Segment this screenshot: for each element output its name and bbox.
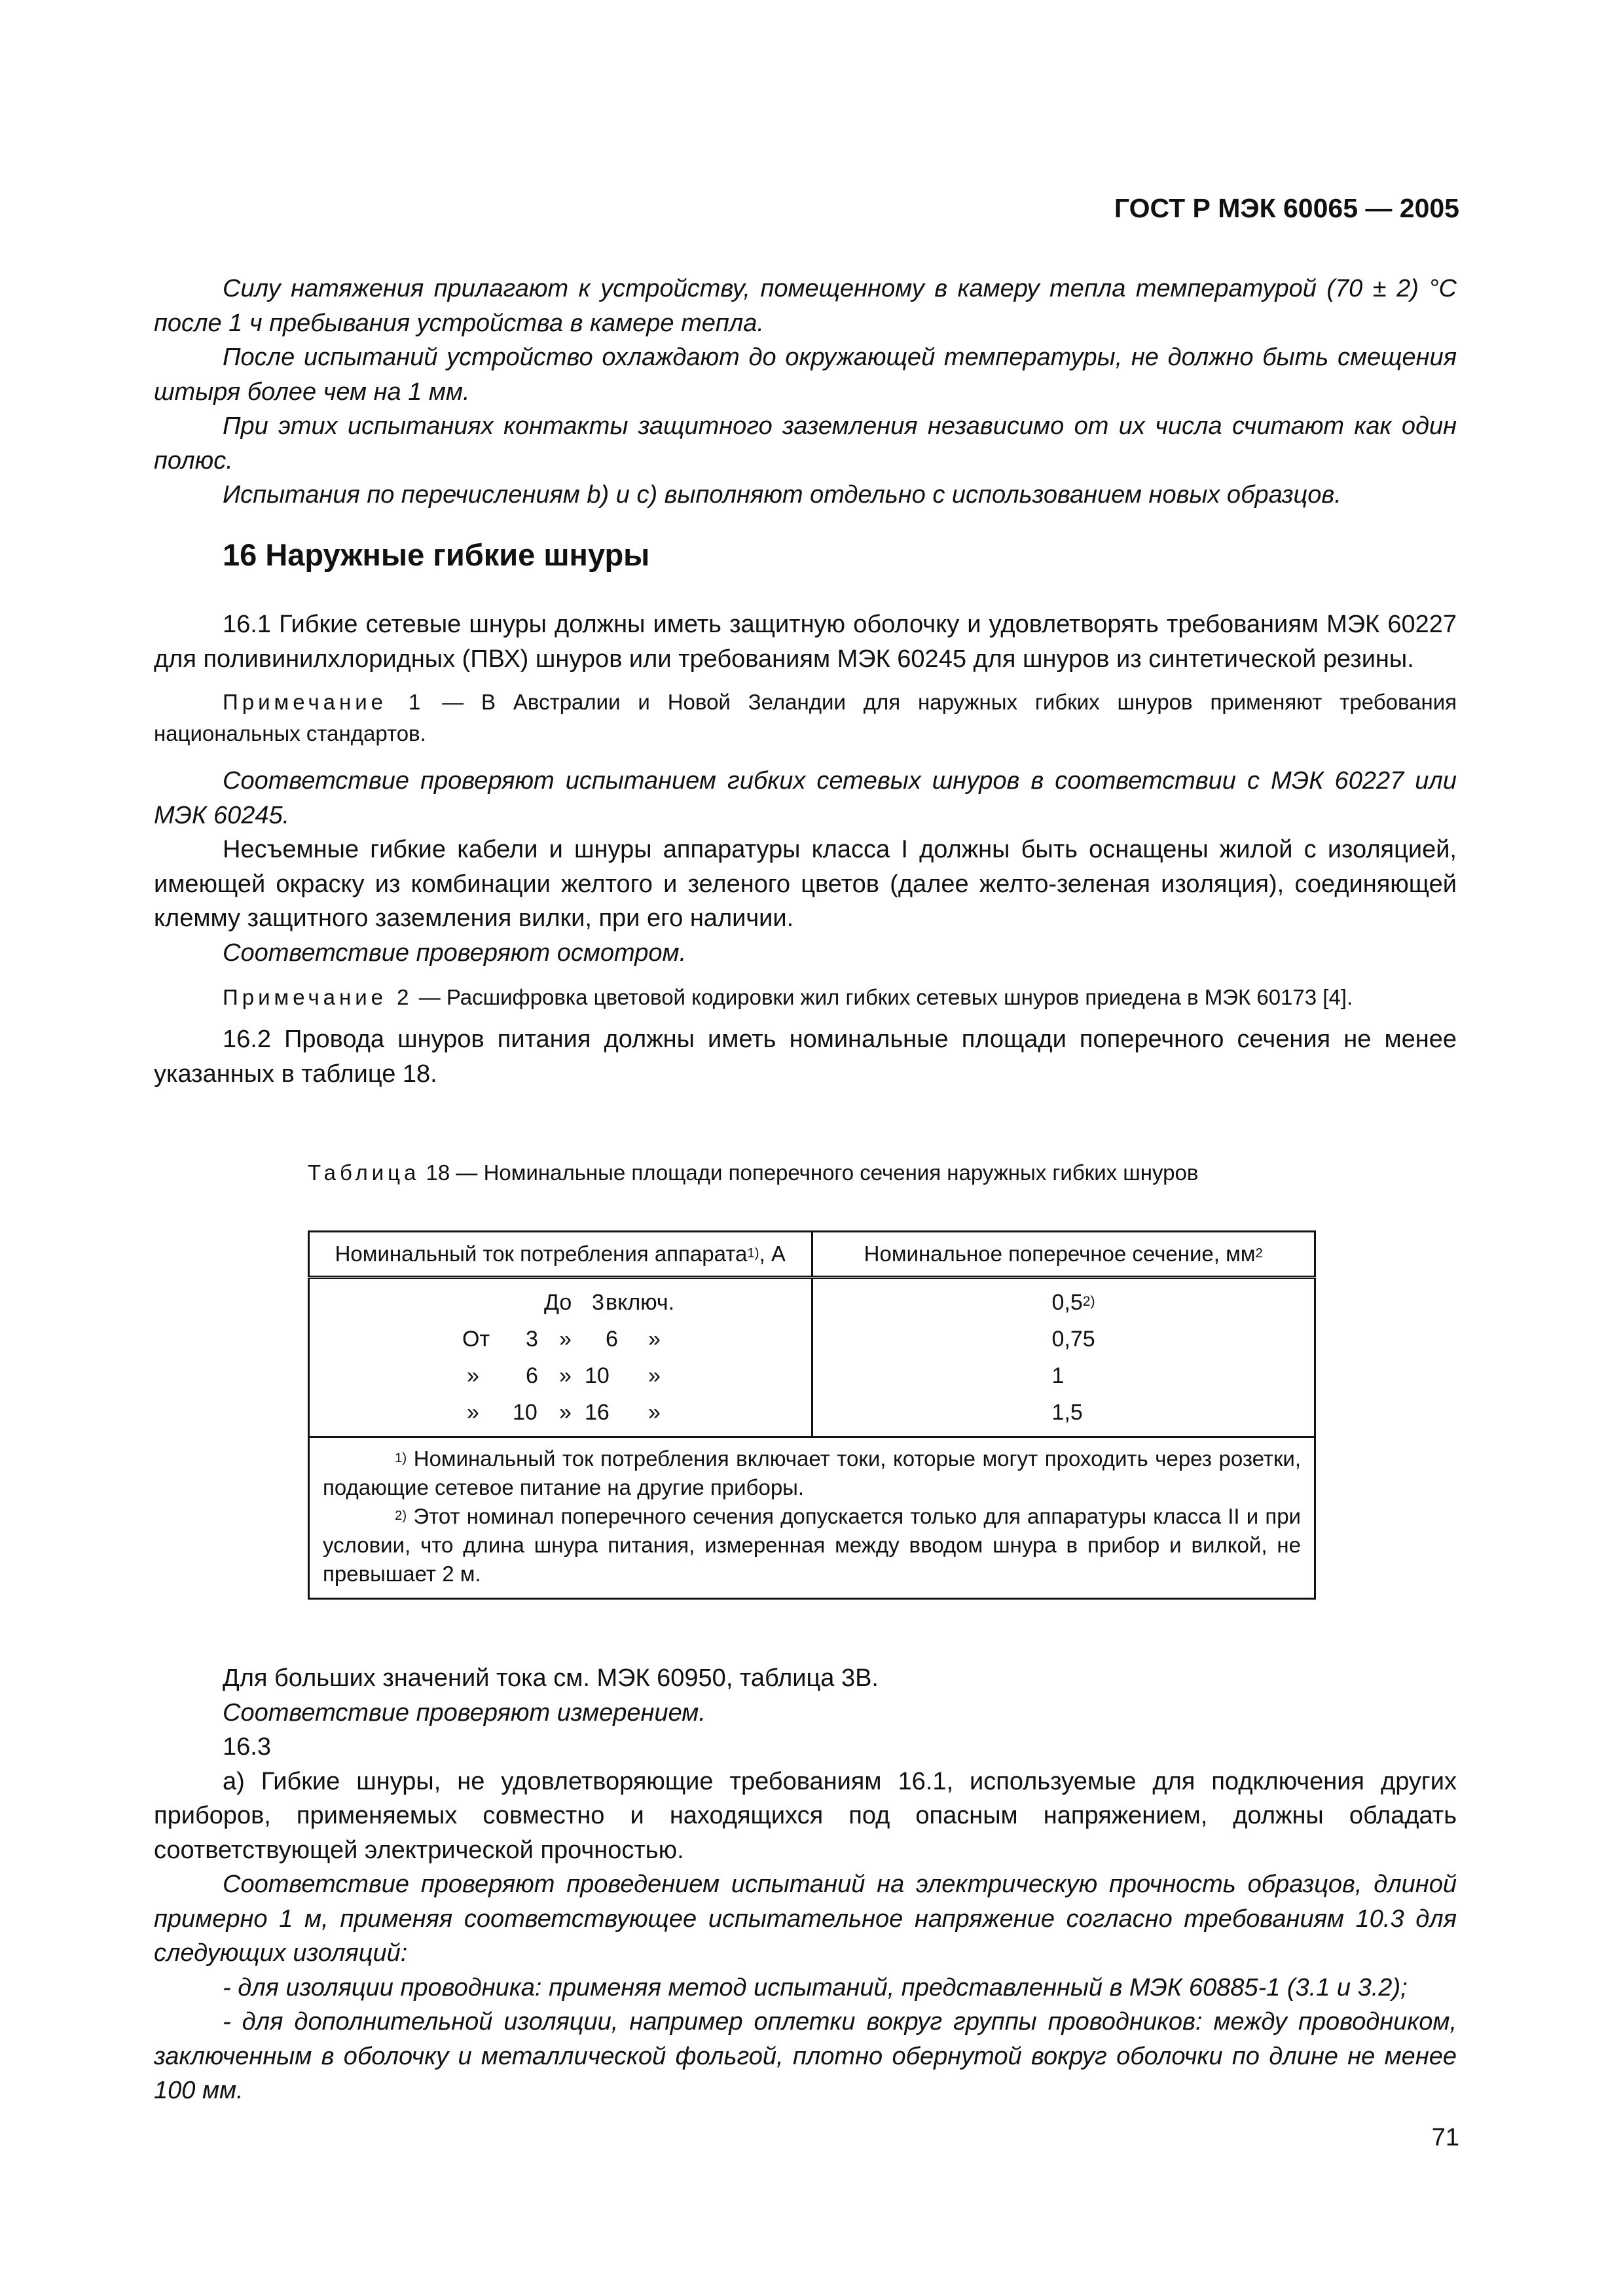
section-16-body bbox=[154, 607, 1457, 1091]
section-16-continued bbox=[154, 1661, 1457, 2108]
paragraph-16-3-a: а) Гибкие шнуры, не удовлетворяющие требованиям 16.1, используемые для подключения других приборов, применяемых совместно и находящихся под опасным напряжением, должны обладать соответствующей электрической прочностью. bbox=[154, 1767, 1457, 1864]
table-row: » 6 » 10 » bbox=[467, 1363, 661, 1388]
top-block bbox=[154, 272, 1457, 512]
current-column bbox=[309, 1278, 812, 1437]
paragraph-16-2: 16.2 Провода шнуров питания должны иметь номинальные площади поперечного сечения не менее указанных в таблице 18. bbox=[154, 1026, 1457, 1088]
note-label: Примечание 2 bbox=[223, 985, 413, 1009]
note-text: — В Австралии и Новой Зеландии для наружных гибких шнуров применяют требования национальных стандартов. bbox=[154, 690, 1457, 745]
paragraph: Для больших значений тока см. МЭК 60950, таблица 3В. bbox=[223, 1664, 879, 1692]
list-item: - для дополнительной изоляции, например оплетки вокруг группы проводников: между проводником, заключенным в оболочку и металлической фольгой, плотно обернутой вокруг оболочки по длине не менее 100 мм. bbox=[154, 2008, 1457, 2104]
note-1 bbox=[154, 687, 1457, 749]
compliance-paragraph: Соответствие проверяют проведением испытаний на электрическую прочность образцов, длиной примерно 1 м, применяя соответствующее испытательное напряжение согласно требованиям 10.3 для следующих изоляций: bbox=[154, 1871, 1457, 1967]
table-caption bbox=[308, 1158, 1316, 1187]
paragraph-class-1: Несъемные гибкие кабели и шнуры аппаратуры класса I должны быть оснащены жилой с изоляцией, имеющей окраску из комбинации желтого и зеленого цветов (далее желто-зеленая изоляция), соединяющей клемму защитного заземления вилки, при его наличии. bbox=[154, 836, 1457, 932]
table-cell: 1,5 bbox=[1051, 1400, 1083, 1425]
paragraph: После испытаний устройство охлаждают до окружающей температуры, не должно быть смещения штыря более чем на 1 мм. bbox=[154, 344, 1457, 406]
note-2 bbox=[154, 982, 1457, 1013]
document-header: ГОСТ Р МЭК 60065 — 2005 bbox=[1114, 193, 1459, 223]
note-label: Примечание 1 bbox=[223, 690, 425, 714]
compliance-paragraph: Соответствие проверяют испытанием гибких сетевых шнуров в соответствии с МЭК 60227 или МЭК 60245. bbox=[154, 767, 1457, 829]
compliance-paragraph: Соответствие проверяют измерением. bbox=[223, 1698, 706, 1727]
paragraph: При этих испытаниях контакты защитного заземления независимо от их числа считают как один полюс. bbox=[154, 412, 1457, 475]
table-cell: 0,5$^{2)}$ bbox=[1051, 1290, 1095, 1315]
table-cell: 0,75 bbox=[1051, 1327, 1095, 1352]
table-cell: 1 bbox=[1051, 1363, 1065, 1388]
column-header-current: Номинальный ток потребления аппарата$^{1)}$, А bbox=[309, 1232, 812, 1278]
compliance-paragraph: Соответствие проверяют осмотром. bbox=[223, 939, 687, 967]
footnote-2: $^{2)}$ Этот номинал поперечного сечения допускается только для аппаратуры класса II и при условии, что длина шнура питания, измеренная между вводом шнура в прибор и вилкой, не превышает 2 м. bbox=[323, 1504, 1301, 1586]
footnote-1: $^{1)}$ Номинальный ток потребления включает токи, которые могут проходить через розетки, подающие сетевое питание на другие приборы. bbox=[323, 1446, 1301, 1499]
column-header-section: Номинальное поперечное сечение, $мм^2$ bbox=[812, 1232, 1315, 1278]
table-row: » 10 » 16 » bbox=[467, 1400, 661, 1425]
table-caption-text: 18 — Номинальные площади поперечного сечения наружных гибких шнуров bbox=[420, 1160, 1199, 1185]
table-caption-label: Таблица bbox=[308, 1160, 420, 1185]
note-text: — Расшифровка цветовой кодировки жил гибких сетевых шнуров приедена в МЭК 60173 [4]. bbox=[412, 985, 1353, 1009]
paragraph: Силу натяжения прилагают к устройству, помещенному в камеру тепла температурой (70 ± 2) °С после 1 ч пребывания устройства в камере тепла. bbox=[154, 275, 1457, 337]
paragraph-16-1: 16.1 Гибкие сетевые шнуры должны иметь защитную оболочку и удовлетворять требованиям МЭК 60227 для поливинилхлоридных (ПВХ) шнуров или требованиям МЭК 60245 для шнуров из синтетической резины. bbox=[154, 611, 1457, 673]
section-title: 16 Наружные гибкие шнуры bbox=[223, 537, 650, 572]
table-row: От 3 » 6 » bbox=[462, 1327, 661, 1352]
section-column bbox=[812, 1278, 1315, 1437]
table-18 bbox=[308, 1230, 1316, 1600]
table-footnotes bbox=[309, 1437, 1315, 1599]
paragraph-16-3: 16.3 bbox=[223, 1733, 271, 1761]
paragraph: Испытания по перечислениям b) и с) выполняют отдельно с использованием новых образцов. bbox=[223, 481, 1341, 509]
page-number: 71 bbox=[1431, 2124, 1459, 2151]
table-row: До 3 включ. bbox=[544, 1290, 675, 1315]
list-item: - для изоляции проводника: применяя метод испытаний, представленный в МЭК 60885-1 (3.1 и 3.2); bbox=[223, 1973, 1408, 2001]
